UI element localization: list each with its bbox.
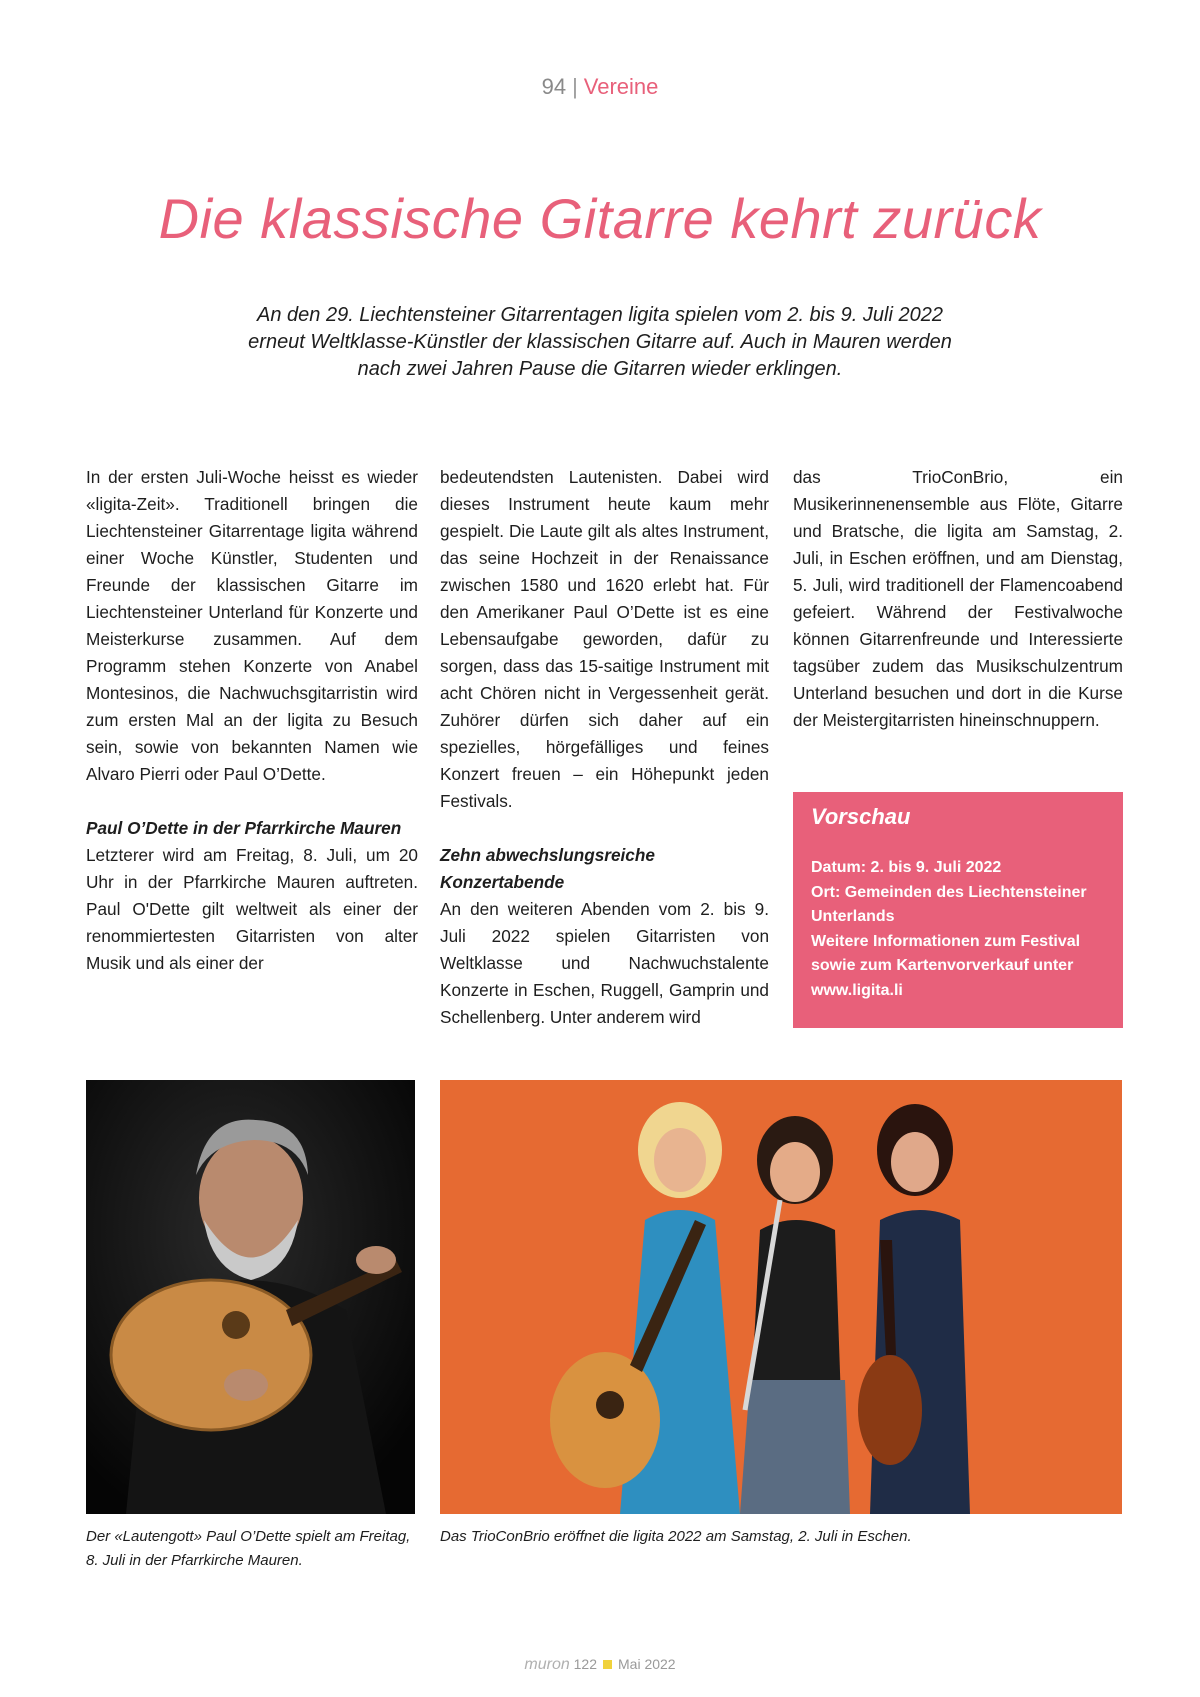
square-icon <box>603 1660 612 1669</box>
vorschau-title: Vorschau <box>811 804 911 829</box>
photo-lute-player <box>86 1080 415 1514</box>
paragraph: bedeutendsten Lautenisten. Dabei wird dieses Instrument heute kaum mehr gespielt. Die Laute gilt als altes Instrument, das seine Hochzeit in der Renaissance zwischen 1580 und 1620 erlebt hat. Für den Amerikaner Paul O’Dette ist es eine Lebensaufgabe geworden, dafür zu sorgen, dass das 15-saitige Instrument mit acht Chören nicht in Vergessenheit gerät. Zuhörer dürfen sich daher auf ein spezielles, hörgefälliges und feines Konzert freuen – ein Höhepunkt jeden Festivals. <box>440 467 769 811</box>
trio-illustration <box>440 1080 1122 1514</box>
paragraph: An den weiteren Abenden vom 2. bis 9. Juli 2022 spielen Gitarristen von Weltklasse und Nachwuchstalente Konzerte in Eschen, Ruggell, Gamprin und Schellenberg. Unter anderem wird <box>440 899 769 1027</box>
text-column-1 <box>86 464 418 977</box>
text-column-3 <box>793 464 1123 734</box>
photo-caption-1: Der «Lautengott» Paul O’Dette spielt am Freitag, 8. Juli in der Pfarrkirche Mauren. <box>86 1528 411 1569</box>
vorschau-location: Ort: Gemeinden des Liechtensteiner Unterlands <box>811 883 1087 925</box>
footer-brand: muron <box>524 1656 570 1673</box>
vorschau-box <box>793 792 1123 1028</box>
paragraph: das TrioConBrio, ein Musikerinnenensemble aus Flöte, Gitarre und Bratsche, die ligita am Samstag, 2. Juli, in Eschen eröffnen, und am Dienstag, 5. Juli, wird traditionell der Flamencoabend gefeiert. Während der Festivalwoche können Gitarrenfreunde und Interessierte tagsüber zudem das Musikschulzentrum Unterland besuchen und dort in die Kurse der Meistergitarristen hineinschnuppern. <box>793 467 1123 730</box>
vorschau-date: Datum: 2. bis 9. Juli 2022 <box>811 859 1002 876</box>
photo-caption-2: Das TrioConBrio eröffnet die ligita 2022 am Samstag, 2. Juli in Eschen. <box>440 1528 912 1545</box>
vorschau-link[interactable]: www.ligita.li <box>811 981 903 999</box>
subheading: Zehn abwechslungsreiche Konzertabende <box>440 845 655 892</box>
vorschau-info: Weitere Informationen zum Festival sowie zum Kartenvorverkauf unter <box>811 932 1081 974</box>
page-footer <box>0 1656 1200 1674</box>
paragraph: Letzterer wird am Freitag, 8. Juli, um 20 Uhr in der Pfarrkirche Mauren auftreten. Paul O'Dette gilt weltweit als einer der renommiertesten Gitarristen von alter Musik und als einer der <box>86 845 418 973</box>
article-title: Die klassische Gitarre kehrt zurück <box>158 187 1042 250</box>
page-header <box>0 74 1200 100</box>
subheading: Paul O’Dette in der Pfarrkirche Mauren <box>86 818 402 838</box>
paragraph: In der ersten Juli-Woche heisst es wieder «ligita-Zeit». Traditionell bringen die Liechtensteiner Gitarrentage ligita während einer Woche Künstler, Studenten und Freunde der klassischen Gitarre im Liechtensteiner Unterland für Konzerte und Meisterkurse zusammen. Auf dem Programm stehen Konzerte von Anabel Montesinos, die Nachwuchsgitarristin wird zum ersten Mal an der ligita zu Besuch sein, sowie von bekannten Namen wie Alvaro Pierri oder Paul O’Dette. <box>86 467 418 784</box>
section-name: Vereine <box>583 74 659 99</box>
photo-trio-con-brio <box>440 1080 1122 1514</box>
footer-date: Mai 2022 <box>618 1656 676 1672</box>
footer-issue: 122 <box>573 1656 597 1672</box>
article-lead: An den 29. Liechtensteiner Gitarrentagen ligita spielen vom 2. bis 9. Juli 2022 erneut Weltklasse-Künstler der klassischen Gitarre auf. Auch in Mauren werden nach zwei Jahren Pause die Gitarren wieder erklingen. <box>248 304 952 380</box>
lute-player-illustration <box>86 1080 415 1514</box>
text-column-2 <box>440 464 769 1031</box>
page-number: 94 <box>541 74 567 99</box>
header-separator: | <box>572 74 578 99</box>
